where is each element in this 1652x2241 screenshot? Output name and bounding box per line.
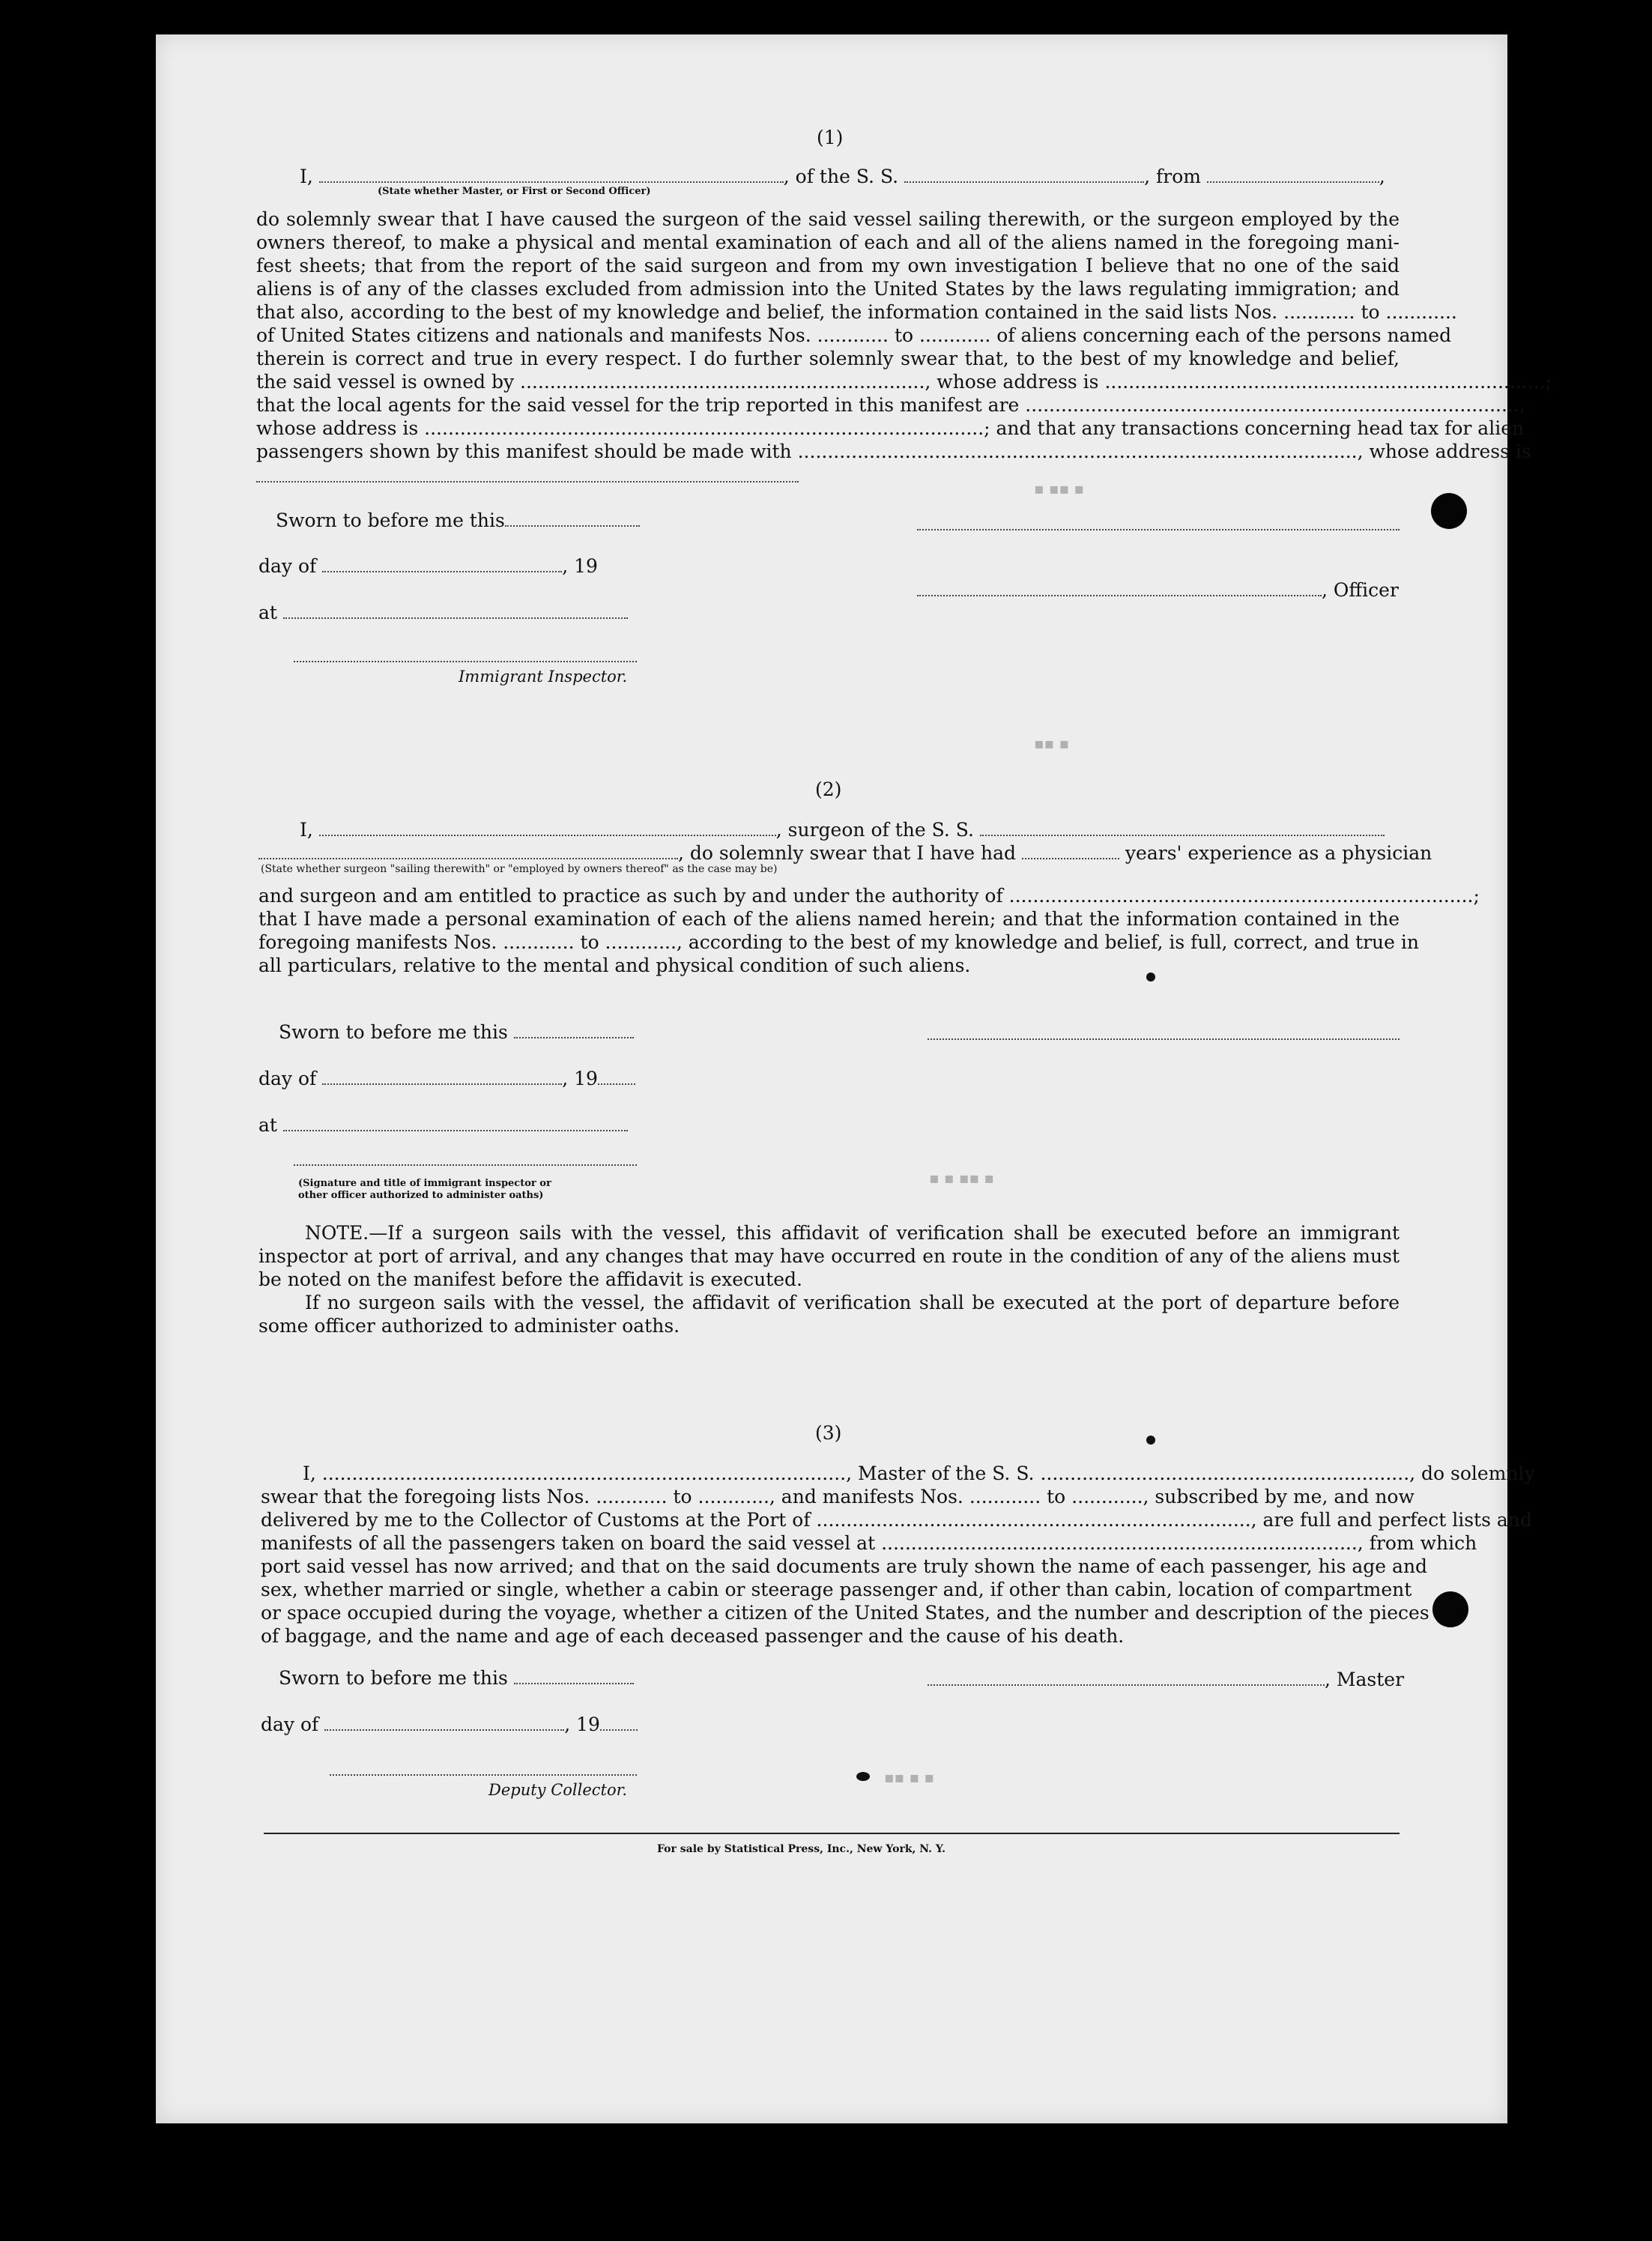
bleed-through: ▪ ▪ ▪▪ ▪ <box>929 1169 994 1187</box>
surgeon-name-field[interactable] <box>319 821 776 836</box>
footer-rule <box>264 1833 1400 1834</box>
year-field[interactable] <box>598 1070 635 1085</box>
address-continuation-line[interactable] <box>256 480 799 483</box>
inspector-signature-line[interactable] <box>294 659 637 662</box>
at-line: at <box>258 601 628 624</box>
ink-blot <box>856 1772 870 1781</box>
signature-note: (Signature and title of immigrant inspector or other officer authorized to administer oaths) <box>298 1178 551 1201</box>
sworn-label: Sworn to before me this <box>279 1666 634 1690</box>
deputy-signature-line[interactable] <box>330 1773 637 1776</box>
deputy-label: Deputy Collector. <box>488 1781 628 1799</box>
section3-paragraph: I, ........................................................................................, Master of the S. S. .............................................................., do solemnly swear that the foregoing lists Nos. ............ to ............, and manifests Nos. ............ to ............, subscribed by me, and now delivered by me to the Collector of Customs at the Port of ........................................................................., are full and perfect lists and manifests of all the passengers taken on board the said vessel at ................................................................................, from which port said vessel has now arrived; and that on the said documents are truly shown the name of each passenger, his age and sex, whether married or single, whether a cabin or steerage passenger and, if other than cabin, location of compartment or space occupied during the voyage, whether a citizen of the United States, and the number and description of the pieces <box>261 1463 1535 1624</box>
sworn-date-field[interactable] <box>514 1669 634 1684</box>
bleed-through: ▪ ▪▪ ▪ <box>1034 480 1084 498</box>
years-field[interactable] <box>1022 844 1119 859</box>
surgeon-signature-line[interactable] <box>928 1037 1400 1040</box>
day-of-line: day of , 19 <box>258 555 598 577</box>
note2-paragraph: If no surgeon sails with the vessel, the affidavit of verification shall be executed at the port of departure before <box>305 1292 1400 1313</box>
ink-blot <box>1146 973 1155 982</box>
month-field[interactable] <box>322 1070 562 1085</box>
year-field[interactable] <box>600 1716 638 1731</box>
note-paragraph: NOTE.—If a surgeon sails with the vessel, this affidavit of verification shall be executed before an immigrant inspector at port of arrival, and any changes that may have occurred en route in the condition of any of the aliens must <box>258 1222 1400 1267</box>
sworn-label: Sworn to before me this <box>279 1020 634 1044</box>
officer-signature-line: , Officer <box>917 578 1399 602</box>
section2-paragraph: and surgeon and am entitled to practice as such by and under the authority of ..............................................................................; that I have made a personal examination of each of the aliens named herein; and that the information contained in the foregoing manifests Nos. ............ to ............, according to the best of my knowledge and belief, is full, correct, and true in <box>258 885 1480 953</box>
master-signature-field[interactable] <box>928 1671 1325 1686</box>
surgeon-role-field[interactable] <box>258 844 678 859</box>
at-line: at <box>258 1113 628 1137</box>
sworn-date-field[interactable] <box>505 512 640 527</box>
vessel-name-field[interactable] <box>904 168 1144 183</box>
day-of-line: day of , 19 <box>258 1067 635 1090</box>
surgeon-experience-line: , do solemnly swear that I have had years' experience as a physician <box>258 841 1432 865</box>
inspector-label: Immigrant Inspector. <box>459 668 628 686</box>
surgeon-note: (State whether surgeon "sailing therewith" or "employed by owners thereof" as the case may be) <box>261 863 778 875</box>
ink-blot <box>1146 1436 1155 1445</box>
section3-last-line: of baggage, and the name and age of each deceased passenger and the cause of his death. <box>261 1625 1125 1647</box>
punch-hole-top <box>1431 493 1467 529</box>
footer-imprint: For sale by Statistical Press, Inc., New York, N. Y. <box>657 1843 945 1855</box>
bleed-through: ▪▪ ▪ <box>1034 734 1070 752</box>
surgeon-name-line: I, , surgeon of the S. S. <box>300 818 1385 841</box>
section-number: (3) <box>815 1422 842 1444</box>
sworn-label: Sworn to before me this <box>276 509 640 532</box>
section1-paragraph: do solemnly swear that I have caused the surgeon of the said vessel sailing therewith, or the surgeon employed by the owners thereof, to make a physical and mental examination of each and all of the aliens named in the foregoing mani- fest sheets; that from the report of the said surgeon and from my own investigation I believe that no one of the said aliens is of any of the classes excluded from admission into the United States by the laws regulating immigration; and that also, according to the best of my knowledge and belief, the information contained in the said lists Nos. ............ to ............ of United States citizens and nationals and manifests Nos. ............ to ............ of aliens concerning each of the persons named therein is correct and true in every respect. I do further solemnly swear that, to the best of my knowledge and belief, the said vessel is owned by ...................................................................., whose address is ..........................................................................; that the local agents for the said vessel for the trip reported in this manifest are ..................................................................................., whose address is ..............................................................................................; and that any transactions concerning head tax for alien passengers shown by this manifest should be made with .............................................................................................., whose address is <box>256 208 1552 462</box>
surgeon-vessel-field[interactable] <box>980 821 1385 836</box>
officer-note: (State whether Master, or First or Second Officer) <box>378 186 651 197</box>
section-number: (1) <box>817 127 844 148</box>
bleed-through: ▪▪ ▪ ▪ <box>884 1768 934 1786</box>
officer-name-field[interactable] <box>319 168 784 183</box>
section-number: (2) <box>815 778 842 800</box>
punch-hole-bottom <box>1432 1591 1468 1627</box>
inspector-signature-line[interactable] <box>294 1163 637 1166</box>
month-field[interactable] <box>324 1716 564 1731</box>
place-field[interactable] <box>283 1116 628 1131</box>
note2-last-line: some officer authorized to administer oaths. <box>258 1315 680 1337</box>
master-signature-line-top[interactable] <box>917 527 1400 530</box>
departure-port-field[interactable] <box>1207 168 1379 183</box>
sworn-date-field[interactable] <box>514 1023 634 1038</box>
master-signature-line: , Master <box>928 1668 1404 1691</box>
place-field[interactable] <box>283 604 628 619</box>
day-of-line: day of , 19 <box>261 1713 638 1736</box>
note-last-line: be noted on the manifest before the affidavit is executed. <box>258 1268 802 1290</box>
officer-signature-field[interactable] <box>917 581 1322 596</box>
month-field[interactable] <box>322 557 562 572</box>
section2-last-line: all particulars, relative to the mental and physical condition of such aliens. <box>258 955 971 976</box>
officer-name-line: I, , of the S. S. , from , <box>300 166 1385 187</box>
